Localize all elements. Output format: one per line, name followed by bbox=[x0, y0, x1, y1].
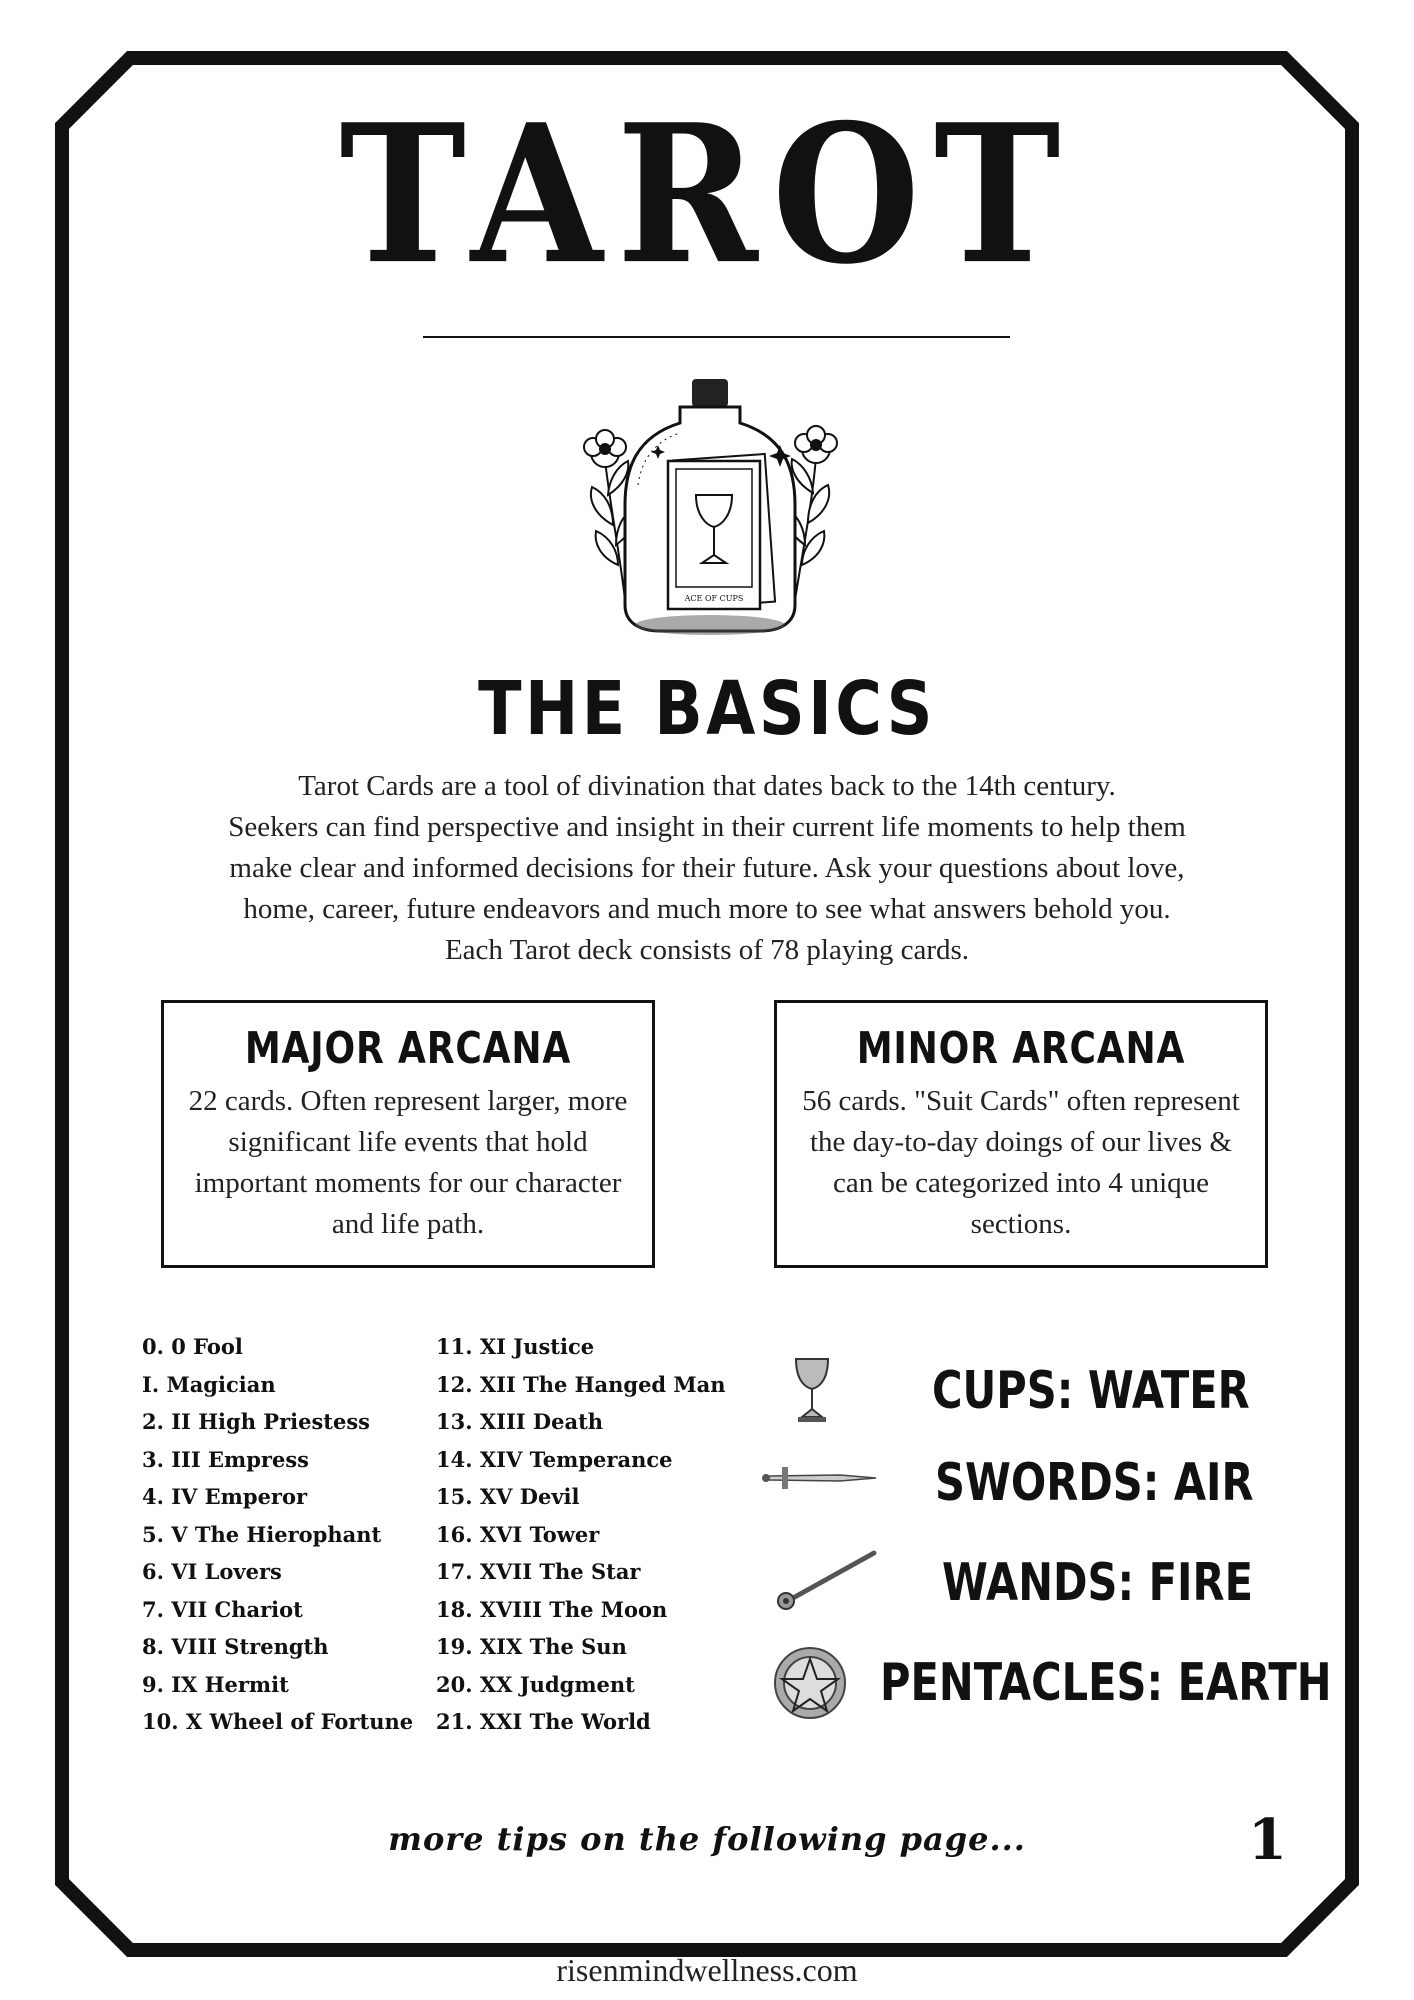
list-item: 9. IX Hermit bbox=[142, 1671, 289, 1697]
title-divider bbox=[423, 336, 1010, 338]
list-item: I. Magician bbox=[142, 1371, 276, 1397]
suit-label-swords: SWORDS: AIR bbox=[935, 1453, 1254, 1513]
minor-arcana-description: 56 cards. "Suit Cards" often represent the day-to-day doings of our lives & can be categorized into 4 unique sections. bbox=[802, 1085, 1240, 1240]
list-item: 14. XIV Temperance bbox=[436, 1446, 673, 1472]
intro-paragraph bbox=[140, 766, 1274, 971]
wand-icon bbox=[770, 1545, 880, 1615]
suit-label-pentacles: PENTACLES: EARTH bbox=[880, 1653, 1332, 1713]
list-item: 21. XXI The World bbox=[436, 1709, 651, 1734]
website-link[interactable]: risenmindwellness.com bbox=[556, 1952, 858, 1988]
basics-heading: THE BASICS bbox=[478, 666, 936, 752]
intro-line: Each Tarot deck consists of 78 playing cards. bbox=[444, 934, 970, 966]
list-item: 20. XX Judgment bbox=[436, 1671, 635, 1697]
minor-arcana-title: MINOR ARCANA bbox=[856, 1023, 1186, 1074]
list-item: 6. VI Lovers bbox=[142, 1559, 282, 1584]
pentacle-icon bbox=[772, 1645, 848, 1721]
suit-label-cups: CUPS: WATER bbox=[932, 1361, 1250, 1421]
major-arcana-list-col1 bbox=[142, 1328, 413, 1741]
list-item: 18. XVIII The Moon bbox=[436, 1596, 668, 1622]
list-item: 12. XII The Hanged Man bbox=[436, 1371, 726, 1397]
list-item: 11. XI Justice bbox=[436, 1334, 595, 1359]
list-item: 7. VII Chariot bbox=[142, 1596, 303, 1622]
major-arcana-box bbox=[161, 1000, 655, 1268]
list-item: 4. IV Emperor bbox=[142, 1484, 308, 1509]
chalice-icon bbox=[790, 1355, 834, 1425]
list-item: 16. XVI Tower bbox=[436, 1521, 600, 1547]
list-item: 3. III Empress bbox=[142, 1446, 309, 1472]
page-number: 1 bbox=[1248, 1807, 1287, 1873]
major-arcana-list-col2 bbox=[436, 1328, 726, 1741]
intro-line: home, career, future endeavors and much more to see what answers behold you. bbox=[243, 893, 1171, 925]
list-item: 10. X Wheel of Fortune bbox=[142, 1709, 414, 1734]
list-item: 17. XVII The Star bbox=[436, 1559, 641, 1584]
major-arcana-title: MAJOR ARCANA bbox=[244, 1023, 572, 1074]
major-arcana-description: 22 cards. Often represent larger, more significant life events that hold important moments for our character and life path. bbox=[188, 1085, 628, 1240]
list-item: 15. XV Devil bbox=[436, 1484, 580, 1509]
intro-line: Seekers can find perspective and insight in their current life moments to help them bbox=[228, 811, 1186, 843]
footer-note: more tips on the following page... bbox=[388, 1820, 1026, 1858]
minor-arcana-box bbox=[774, 1000, 1268, 1268]
list-item: 19. XIX The Sun bbox=[436, 1634, 627, 1659]
suit-label-wands: WANDS: FIRE bbox=[942, 1553, 1253, 1613]
right-flower-icon bbox=[795, 426, 837, 463]
intro-line: make clear and informed decisions for their future. Ask your questions about love, bbox=[229, 852, 1185, 884]
sword-icon bbox=[760, 1463, 880, 1493]
intro-line: Tarot Cards are a tool of divination that dates back to the 14th century. bbox=[298, 770, 1116, 802]
list-item: 0. 0 Fool bbox=[142, 1334, 243, 1359]
card-label: ACE OF CUPS bbox=[684, 594, 744, 603]
list-item: 8. VIII Strength bbox=[142, 1634, 329, 1659]
left-flower-icon bbox=[584, 430, 626, 467]
list-item: 13. XIII Death bbox=[436, 1409, 604, 1434]
bottle-illustration bbox=[580, 375, 840, 645]
suits-legend bbox=[760, 1355, 1332, 1755]
list-item: 5. V The Hierophant bbox=[142, 1521, 382, 1547]
list-item: 2. II High Priestess bbox=[142, 1409, 370, 1434]
page-title: TAROT bbox=[339, 83, 1075, 307]
